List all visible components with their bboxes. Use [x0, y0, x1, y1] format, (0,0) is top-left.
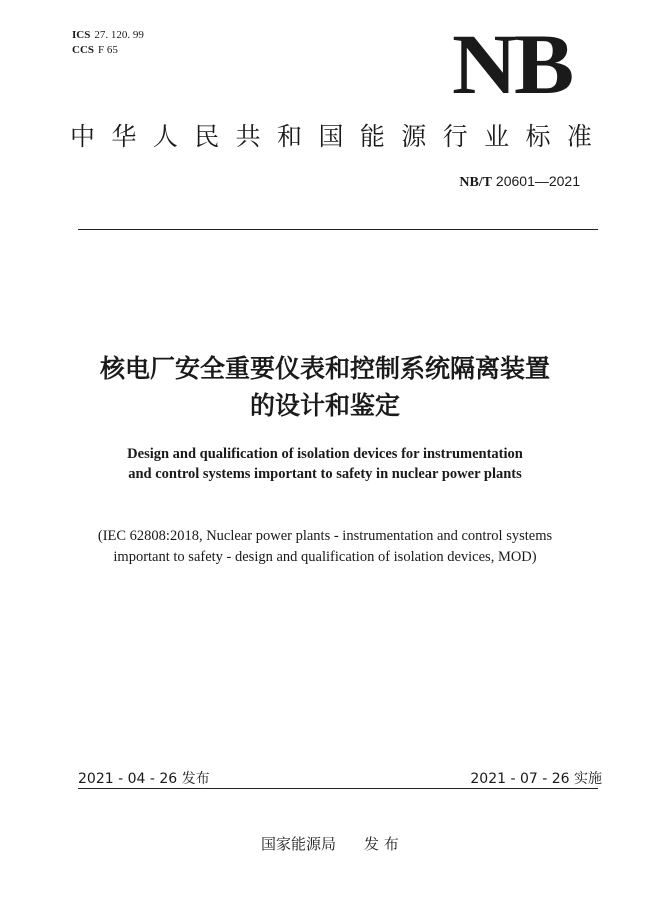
issue-action: 发 布 — [364, 835, 399, 853]
chinese-title-line: 的设计和鉴定 — [249, 391, 400, 420]
category-char: 准 — [566, 122, 592, 151]
issuer — [261, 834, 399, 854]
standard-number — [459, 172, 580, 192]
chinese-title-line: 核电厂安全重要仪表和控制系统隔离装置 — [99, 354, 550, 383]
category-char: 和 — [277, 122, 303, 151]
issuing-organization: 国家能源局 — [261, 835, 337, 853]
adoption-statement — [60, 526, 590, 568]
classification-codes — [72, 28, 144, 58]
category-char: 能 — [359, 122, 385, 151]
ccs-code — [72, 43, 144, 58]
english-title — [60, 444, 590, 484]
category-char: 标 — [525, 122, 551, 151]
category-char: 源 — [401, 122, 427, 151]
standard-number-value: 20601—2021 — [492, 173, 580, 189]
ics-label: ICS — [72, 29, 91, 41]
footer-divider — [78, 788, 598, 789]
category-char: 民 — [194, 122, 220, 151]
standard-number-prefix: NB/T — [459, 175, 493, 190]
chinese-title — [60, 350, 590, 424]
category-char: 业 — [484, 122, 510, 151]
ccs-value: F 65 — [98, 44, 118, 56]
adoption-line: (IEC 62808:2018, Nuclear power plants - instrumentation and control systems — [97, 528, 553, 544]
english-title-line: Design and qualification of isolation devices for instrumentation — [127, 446, 523, 462]
english-title-line: and control systems important to safety in nuclear power plants — [128, 466, 522, 482]
category-char: 国 — [318, 122, 344, 151]
ccs-label: CCS — [72, 44, 95, 56]
category-char: 人 — [152, 122, 178, 151]
adoption-line: important to safety - design and qualification of isolation devices, MOD) — [113, 549, 537, 565]
category-char: 华 — [111, 122, 137, 151]
standard-category-title — [70, 120, 592, 154]
ics-code — [72, 28, 144, 43]
header-divider — [78, 229, 598, 230]
ics-value: 27. 120. 99 — [94, 29, 144, 41]
implementation-date: 2021 - 07 - 26 实施 — [470, 771, 602, 787]
category-char: 共 — [235, 122, 261, 151]
publish-date: 2021 - 04 - 26 发布 — [78, 771, 210, 787]
nb-logo: NB — [452, 16, 572, 112]
category-char: 中 — [70, 122, 96, 151]
category-char: 行 — [442, 122, 468, 151]
